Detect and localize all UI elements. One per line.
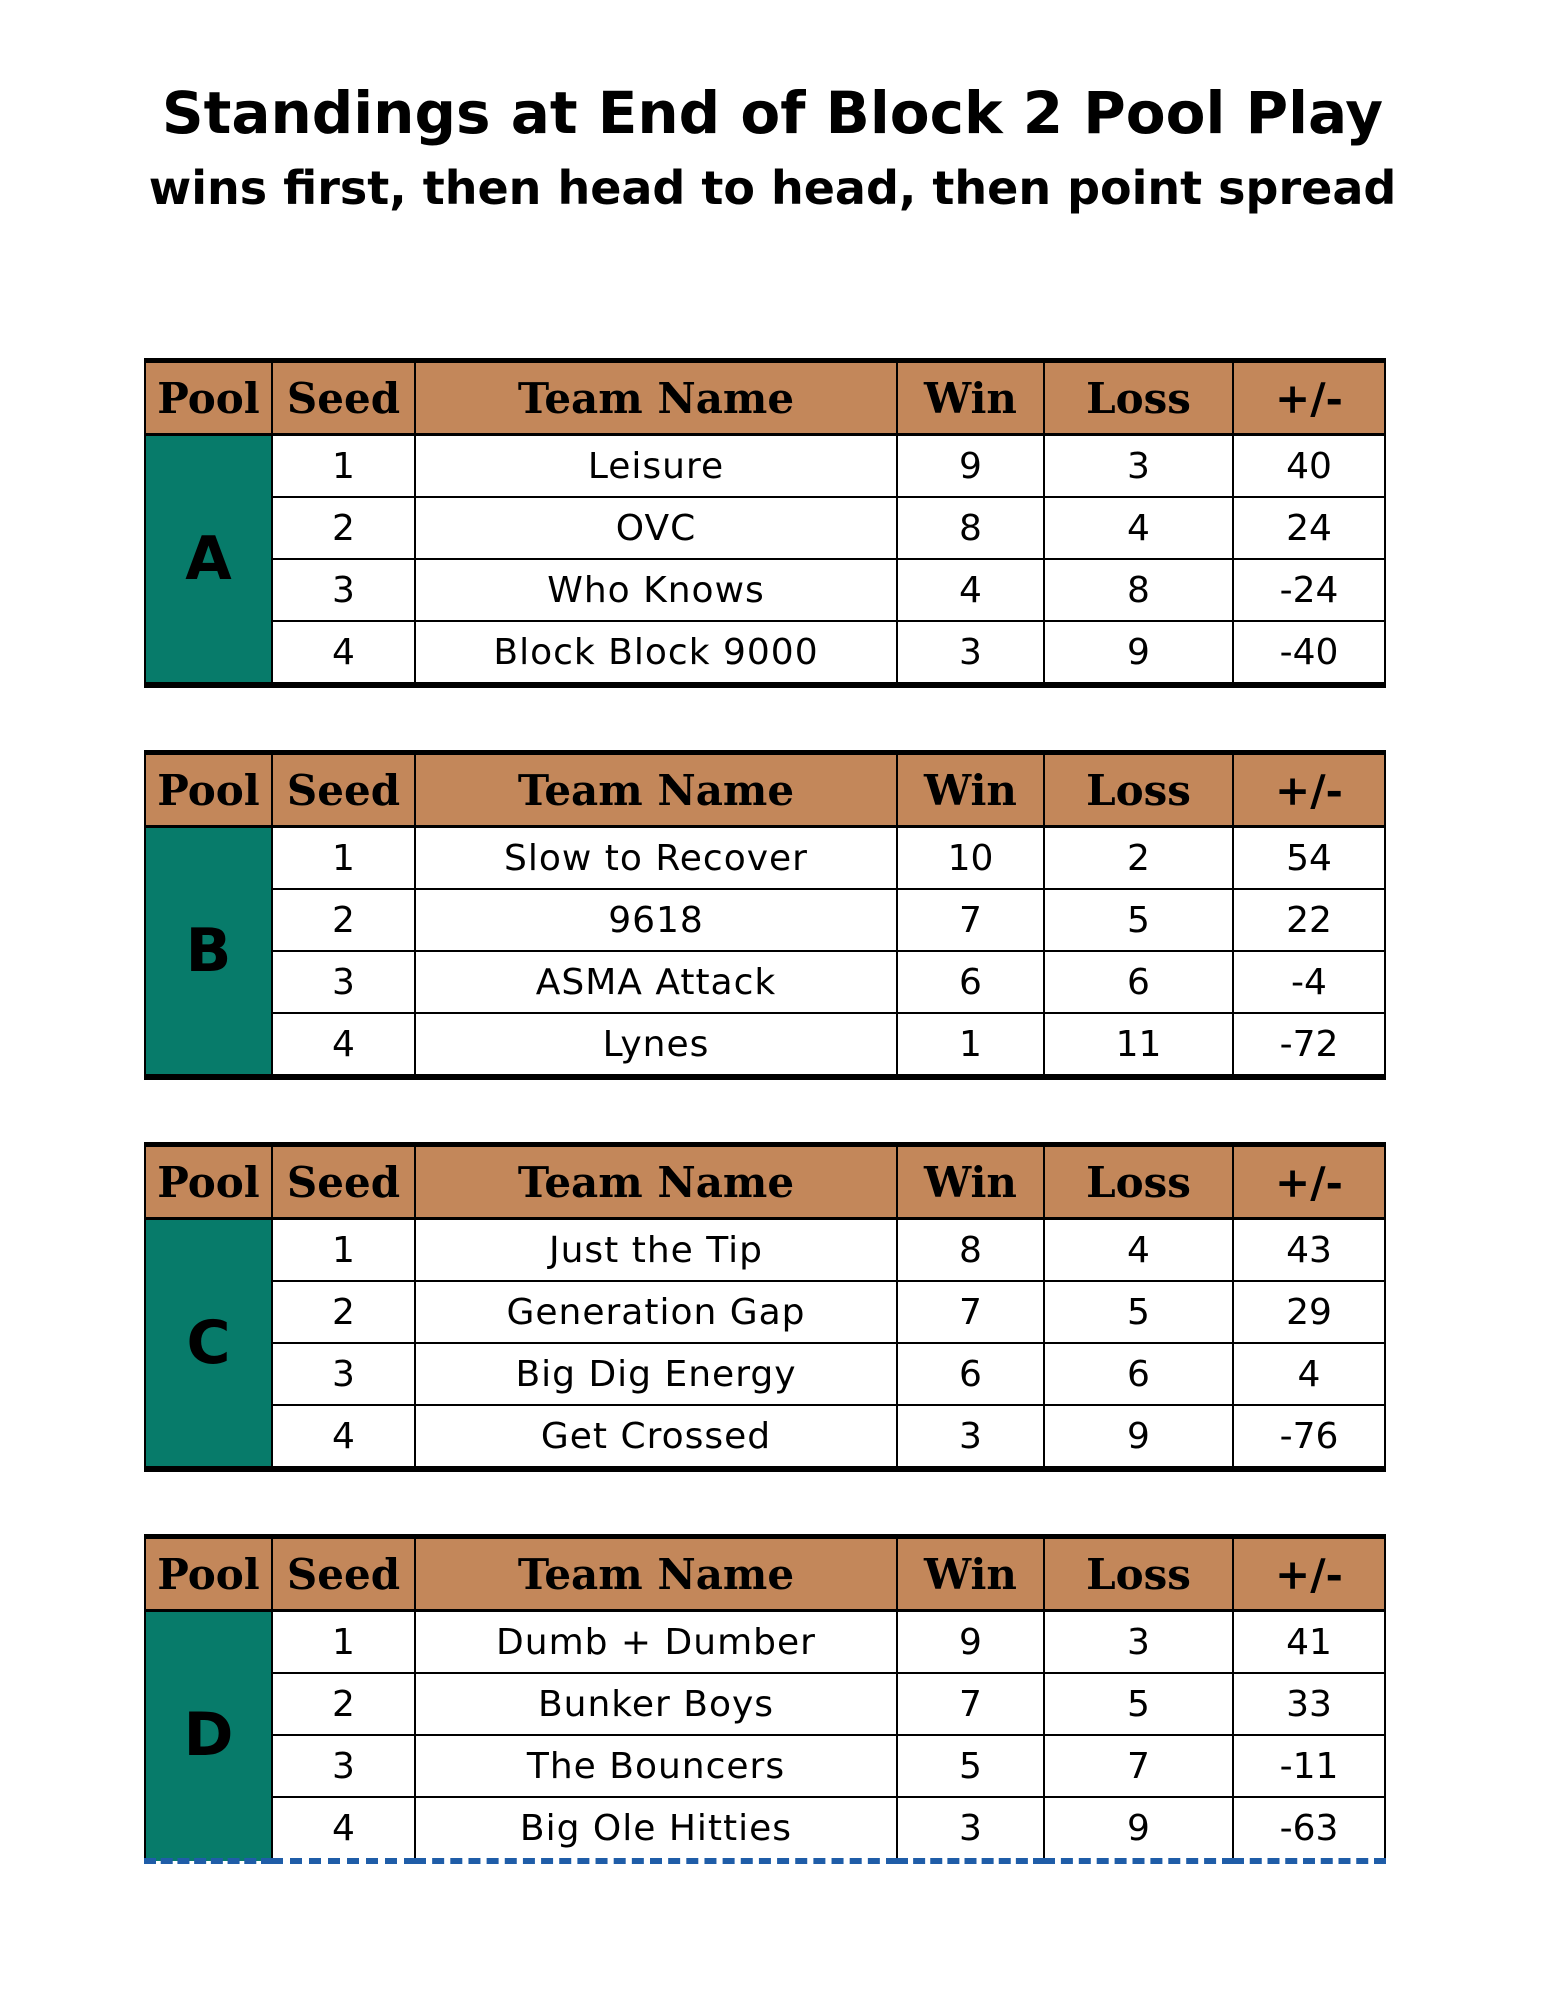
point-diff-cell: 29 [1233,1281,1385,1343]
team-name-cell: Block Block 9000 [415,621,897,685]
table-row [145,497,1385,559]
seed-cell: 2 [272,1281,415,1343]
loss-cell: 3 [1044,1611,1233,1674]
loss-cell: 8 [1044,559,1233,621]
team-name-cell: Big Ole Hitties [415,1797,897,1861]
loss-column-header: Loss [1044,1537,1233,1611]
win-cell: 1 [897,1013,1044,1077]
team-name-cell: Leisure [415,435,897,498]
table-row [145,1219,1385,1282]
loss-cell: 5 [1044,1281,1233,1343]
point-diff-cell: -24 [1233,559,1385,621]
page-subtitle: wins first, then head to head, then point spread [148,161,1397,215]
point-diff-cell: 40 [1233,435,1385,498]
team-name-cell: Big Dig Energy [415,1343,897,1405]
seed-column-header: Seed [272,1537,415,1611]
loss-cell: 5 [1044,1673,1233,1735]
point-diff-cell: 33 [1233,1673,1385,1735]
loss-column-header: Loss [1044,1145,1233,1219]
table-row [145,951,1385,1013]
table-header-row [145,753,1385,827]
pool-label: B [145,827,272,1078]
point-diff-cell: 22 [1233,889,1385,951]
win-cell: 8 [897,1219,1044,1282]
seed-cell: 4 [272,1013,415,1077]
table-row [145,1405,1385,1469]
point-diff-cell: -4 [1233,951,1385,1013]
seed-cell: 4 [272,1405,415,1469]
team-name-column-header: Team Name [415,1145,897,1219]
loss-cell: 9 [1044,1797,1233,1861]
table-row [145,621,1385,685]
win-cell: 9 [897,1611,1044,1674]
table-row [145,435,1385,498]
point-diff-cell: 43 [1233,1219,1385,1282]
seed-cell: 1 [272,1611,415,1674]
table-row [145,1343,1385,1405]
loss-cell: 6 [1044,951,1233,1013]
loss-column-header: Loss [1044,753,1233,827]
loss-cell: 11 [1044,1013,1233,1077]
pool-column-header: Pool [145,1145,272,1219]
point-diff-column-header: +/- [1233,1537,1385,1611]
pool-column-header: Pool [145,361,272,435]
table-header-row [145,1537,1385,1611]
point-diff-cell: -76 [1233,1405,1385,1469]
point-diff-cell: 24 [1233,497,1385,559]
win-cell: 10 [897,827,1044,890]
loss-cell: 2 [1044,827,1233,890]
seed-cell: 1 [272,1219,415,1282]
pool-b-standings-table [144,750,1386,1080]
win-column-header: Win [897,753,1044,827]
win-cell: 3 [897,1405,1044,1469]
seed-cell: 2 [272,497,415,559]
point-diff-cell: 41 [1233,1611,1385,1674]
pool-column-header: Pool [145,1537,272,1611]
page-title: Standings at End of Block 2 Pool Play [161,79,1384,147]
team-name-cell: Lynes [415,1013,897,1077]
team-name-cell: Who Knows [415,559,897,621]
win-column-header: Win [897,1145,1044,1219]
loss-cell: 3 [1044,435,1233,498]
team-name-cell: Generation Gap [415,1281,897,1343]
seed-cell: 3 [272,951,415,1013]
pool-d-standings-table [144,1534,1386,1864]
team-name-cell: Just the Tip [415,1219,897,1282]
point-diff-column-header: +/- [1233,361,1385,435]
point-diff-column-header: +/- [1233,1145,1385,1219]
win-cell: 7 [897,1281,1044,1343]
win-cell: 7 [897,1673,1044,1735]
table-row [145,1735,1385,1797]
team-name-cell: Slow to Recover [415,827,897,890]
table-header-row [145,1145,1385,1219]
win-column-header: Win [897,361,1044,435]
team-name-cell: Get Crossed [415,1405,897,1469]
win-cell: 4 [897,559,1044,621]
win-cell: 3 [897,621,1044,685]
seed-cell: 3 [272,1735,415,1797]
win-cell: 5 [897,1735,1044,1797]
seed-cell: 3 [272,1343,415,1405]
table-row [145,889,1385,951]
table-header-row [145,361,1385,435]
table-row [145,1013,1385,1077]
seed-column-header: Seed [272,1145,415,1219]
team-name-column-header: Team Name [415,361,897,435]
seed-cell: 4 [272,621,415,685]
point-diff-cell: -40 [1233,621,1385,685]
team-name-cell: OVC [415,497,897,559]
win-cell: 8 [897,497,1044,559]
seed-cell: 2 [272,889,415,951]
loss-column-header: Loss [1044,361,1233,435]
point-diff-column-header: +/- [1233,753,1385,827]
loss-cell: 5 [1044,889,1233,951]
seed-cell: 1 [272,827,415,890]
point-diff-cell: 54 [1233,827,1385,890]
table-row [145,1673,1385,1735]
seed-column-header: Seed [272,361,415,435]
team-name-cell: Dumb + Dumber [415,1611,897,1674]
table-row [145,1797,1385,1861]
seed-cell: 4 [272,1797,415,1861]
win-cell: 6 [897,1343,1044,1405]
win-column-header: Win [897,1537,1044,1611]
table-row [145,827,1385,890]
pool-label: A [145,435,272,686]
pool-a-standings-table [144,358,1386,688]
win-cell: 9 [897,435,1044,498]
loss-cell: 9 [1044,621,1233,685]
team-name-cell: ASMA Attack [415,951,897,1013]
win-cell: 3 [897,1797,1044,1861]
loss-cell: 6 [1044,1343,1233,1405]
team-name-cell: 9618 [415,889,897,951]
table-row [145,1281,1385,1343]
point-diff-cell: -63 [1233,1797,1385,1861]
pool-c-standings-table [144,1142,1386,1472]
table-row [145,559,1385,621]
loss-cell: 4 [1044,497,1233,559]
loss-cell: 4 [1044,1219,1233,1282]
pool-label: D [145,1611,272,1862]
team-name-cell: Bunker Boys [415,1673,897,1735]
pool-label: C [145,1219,272,1470]
team-name-cell: The Bouncers [415,1735,897,1797]
loss-cell: 9 [1044,1405,1233,1469]
seed-cell: 3 [272,559,415,621]
seed-cell: 2 [272,1673,415,1735]
seed-column-header: Seed [272,753,415,827]
team-name-column-header: Team Name [415,1537,897,1611]
point-diff-cell: 4 [1233,1343,1385,1405]
team-name-column-header: Team Name [415,753,897,827]
win-cell: 7 [897,889,1044,951]
seed-cell: 1 [272,435,415,498]
loss-cell: 7 [1044,1735,1233,1797]
pool-column-header: Pool [145,753,272,827]
table-row [145,1611,1385,1674]
win-cell: 6 [897,951,1044,1013]
point-diff-cell: -11 [1233,1735,1385,1797]
point-diff-cell: -72 [1233,1013,1385,1077]
